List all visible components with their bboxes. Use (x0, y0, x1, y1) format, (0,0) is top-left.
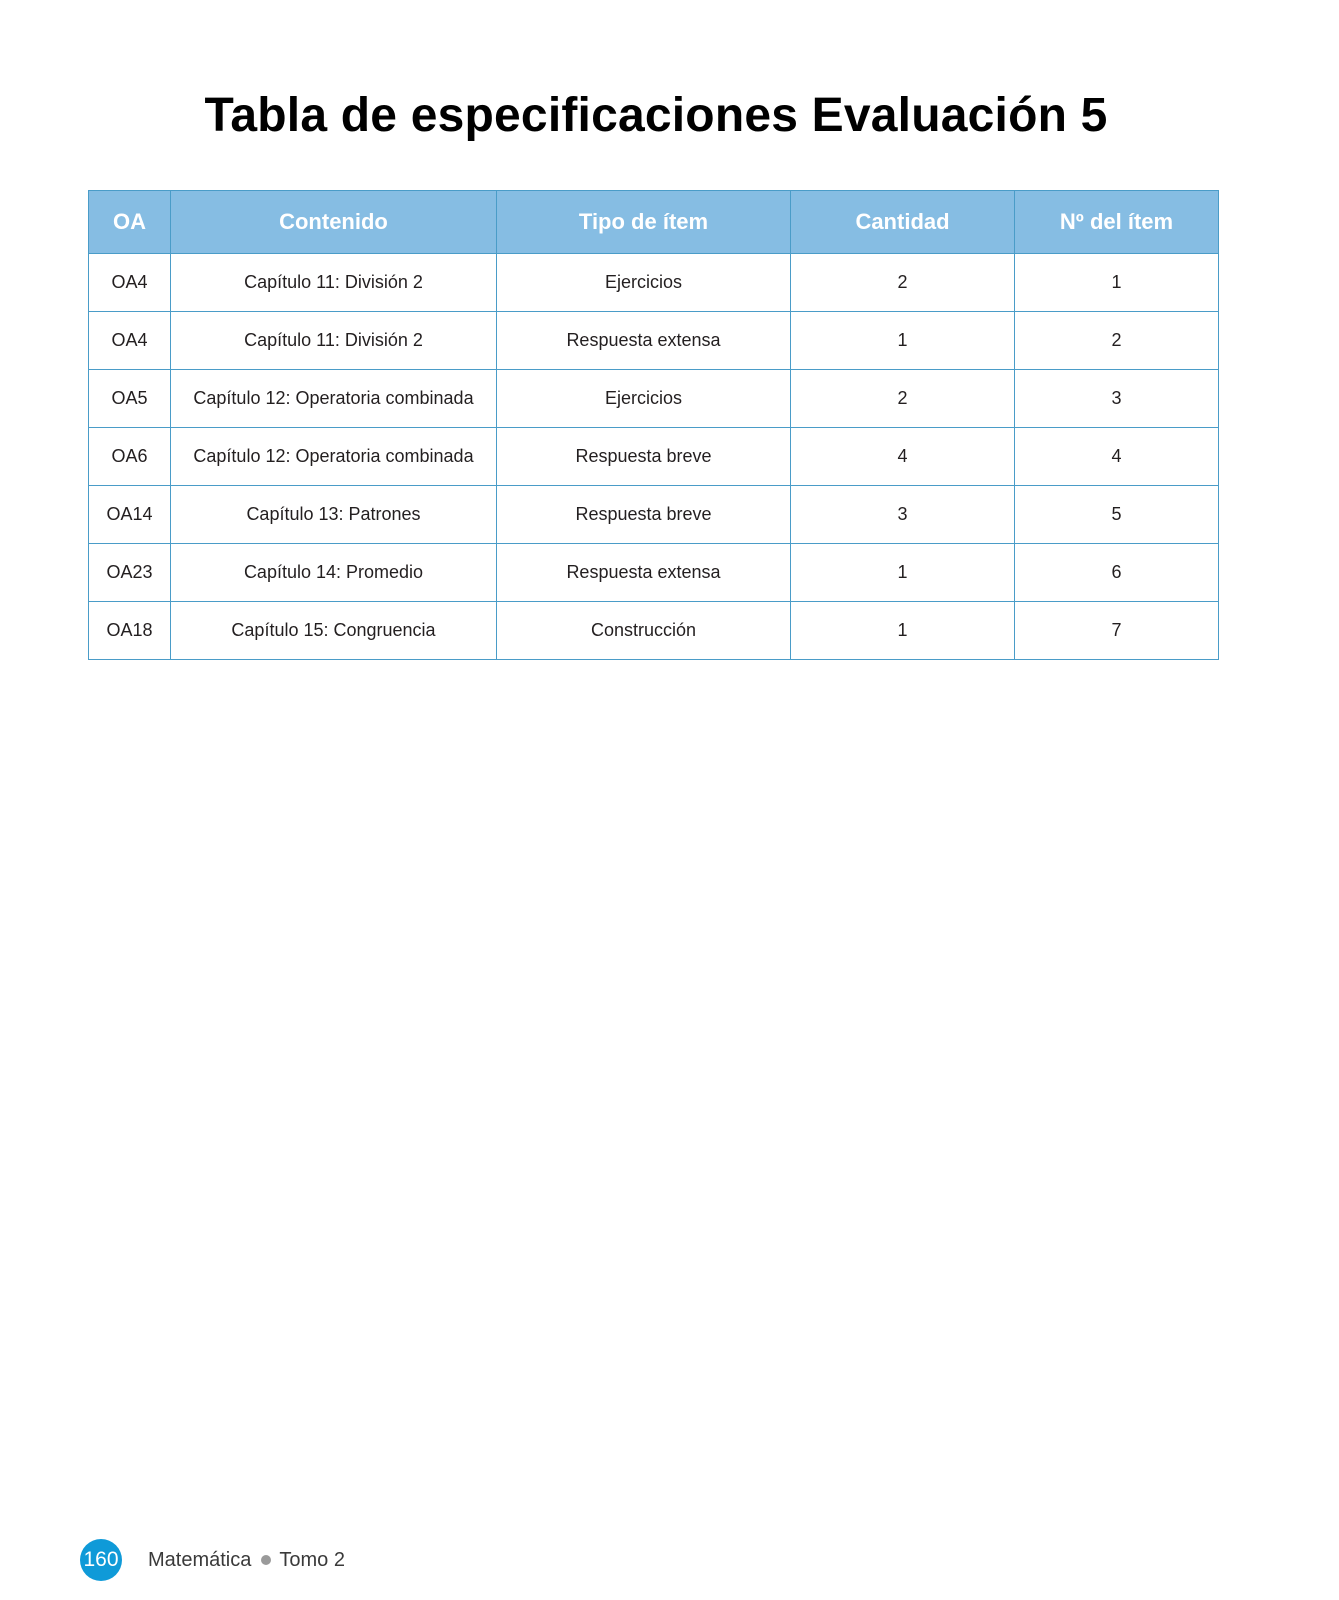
table-row (89, 486, 1219, 544)
cell-numero-del-item: 3 (1015, 370, 1219, 428)
table-row (89, 312, 1219, 370)
table-row (89, 428, 1219, 486)
cell-contenido: Capítulo 15: Congruencia (171, 602, 497, 660)
cell-tipo-de-item: Respuesta extensa (497, 544, 791, 602)
cell-cantidad: 2 (791, 370, 1015, 428)
cell-numero-del-item: 2 (1015, 312, 1219, 370)
cell-contenido: Capítulo 12: Operatoria combinada (171, 428, 497, 486)
cell-oa: OA14 (89, 486, 171, 544)
cell-tipo-de-item: Respuesta breve (497, 486, 791, 544)
specifications-table (88, 190, 1219, 660)
footer-volume: Tomo 2 (279, 1548, 345, 1571)
table-header-row (89, 191, 1219, 254)
cell-contenido: Capítulo 13: Patrones (171, 486, 497, 544)
cell-contenido: Capítulo 11: División 2 (171, 254, 497, 312)
bullet-dot-icon (261, 1555, 271, 1565)
cell-cantidad: 3 (791, 486, 1015, 544)
cell-tipo-de-item: Ejercicios (497, 370, 791, 428)
column-header-cantidad: Cantidad (791, 191, 1015, 254)
cell-oa: OA23 (89, 544, 171, 602)
column-header-numero-del-item: Nº del ítem (1015, 191, 1219, 254)
page-number-badge: 160 (80, 1539, 122, 1581)
cell-contenido: Capítulo 11: División 2 (171, 312, 497, 370)
cell-numero-del-item: 6 (1015, 544, 1219, 602)
cell-tipo-de-item: Respuesta extensa (497, 312, 791, 370)
cell-oa: OA18 (89, 602, 171, 660)
cell-tipo-de-item: Respuesta breve (497, 428, 791, 486)
table-row (89, 254, 1219, 312)
column-header-tipo-de-item: Tipo de ítem (497, 191, 791, 254)
cell-cantidad: 1 (791, 312, 1015, 370)
cell-numero-del-item: 5 (1015, 486, 1219, 544)
cell-contenido: Capítulo 12: Operatoria combinada (171, 370, 497, 428)
cell-contenido: Capítulo 14: Promedio (171, 544, 497, 602)
table-row (89, 544, 1219, 602)
page-title: Tabla de especificaciones Evaluación 5 (204, 89, 1108, 142)
cell-tipo-de-item: Ejercicios (497, 254, 791, 312)
column-header-oa: OA (89, 191, 171, 254)
cell-numero-del-item: 7 (1015, 602, 1219, 660)
cell-tipo-de-item: Construcción (497, 602, 791, 660)
page-footer (80, 1539, 345, 1581)
table-row (89, 602, 1219, 660)
table-row (89, 370, 1219, 428)
cell-numero-del-item: 4 (1015, 428, 1219, 486)
cell-oa: OA4 (89, 312, 171, 370)
cell-oa: OA4 (89, 254, 171, 312)
column-header-contenido: Contenido (171, 191, 497, 254)
cell-oa: OA6 (89, 428, 171, 486)
cell-cantidad: 1 (791, 544, 1015, 602)
cell-oa: OA5 (89, 370, 171, 428)
cell-cantidad: 1 (791, 602, 1015, 660)
cell-numero-del-item: 1 (1015, 254, 1219, 312)
cell-cantidad: 4 (791, 428, 1015, 486)
cell-cantidad: 2 (791, 254, 1015, 312)
footer-subject: Matemática (148, 1548, 252, 1571)
